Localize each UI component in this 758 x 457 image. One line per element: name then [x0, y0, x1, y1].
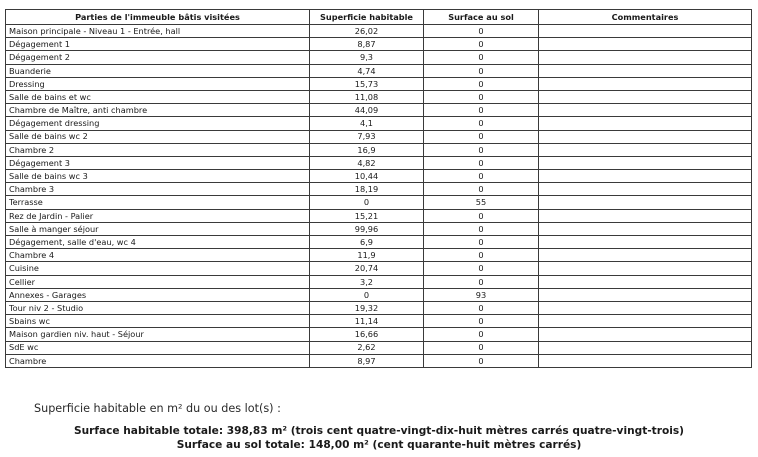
cell-surface-au-sol: 0 [424, 38, 539, 51]
header-parties: Parties de l'immeuble bâtis visitées [6, 10, 310, 25]
cell-commentaire [539, 104, 752, 117]
cell-commentaire [539, 170, 752, 183]
cell-superficie-habitable: 6,9 [310, 236, 424, 249]
summary-intro: Superficie habitable en m² du ou des lot(s) : [34, 402, 281, 415]
cell-surface-au-sol: 0 [424, 262, 539, 275]
table-row [6, 64, 752, 77]
cell-commentaire [539, 288, 752, 301]
cell-surface-au-sol: 0 [424, 301, 539, 314]
table-row [6, 104, 752, 117]
cell-surface-au-sol: 0 [424, 209, 539, 222]
cell-commentaire [539, 315, 752, 328]
table-row [6, 328, 752, 341]
cell-commentaire [539, 236, 752, 249]
cell-room-name: SdE wc [6, 341, 310, 354]
cell-commentaire [539, 328, 752, 341]
table-row [6, 236, 752, 249]
table-row [6, 183, 752, 196]
cell-room-name: Chambre de Maître, anti chambre [6, 104, 310, 117]
cell-room-name: Dégagement 1 [6, 38, 310, 51]
sol-total: Surface au sol totale: 148,00 m² (cent quarante-huit mètres carrés) [176, 439, 582, 451]
cell-room-name: Annexes - Garages [6, 288, 310, 301]
cell-room-name: Chambre 3 [6, 183, 310, 196]
cell-room-name: Salle de bains et wc [6, 90, 310, 103]
cell-superficie-habitable: 10,44 [310, 170, 424, 183]
table-row [6, 301, 752, 314]
cell-superficie-habitable: 9,3 [310, 51, 424, 64]
cell-room-name: Rez de Jardin - Palier [6, 209, 310, 222]
cell-room-name: Dégagement 3 [6, 156, 310, 169]
cell-superficie-habitable: 4,74 [310, 64, 424, 77]
cell-surface-au-sol: 0 [424, 170, 539, 183]
cell-superficie-habitable: 16,9 [310, 143, 424, 156]
cell-surface-au-sol: 0 [424, 64, 539, 77]
cell-commentaire [539, 64, 752, 77]
cell-surface-au-sol: 0 [424, 104, 539, 117]
cell-superficie-habitable: 4,1 [310, 117, 424, 130]
cell-room-name: Salle de bains wc 3 [6, 170, 310, 183]
header-superficie-habitable: Superficie habitable [310, 10, 424, 25]
table-row [6, 130, 752, 143]
cell-room-name: Salle à manger séjour [6, 222, 310, 235]
cell-superficie-habitable: 8,87 [310, 38, 424, 51]
cell-commentaire [539, 222, 752, 235]
table-row [6, 262, 752, 275]
cell-commentaire [539, 209, 752, 222]
cell-room-name: Salle de bains wc 2 [6, 130, 310, 143]
table-row [6, 156, 752, 169]
cell-commentaire [539, 143, 752, 156]
cell-surface-au-sol: 0 [424, 222, 539, 235]
cell-superficie-habitable: 26,02 [310, 25, 424, 38]
header-commentaires: Commentaires [539, 10, 752, 25]
cell-room-name: Buanderie [6, 64, 310, 77]
cell-surface-au-sol: 0 [424, 90, 539, 103]
table-row [6, 77, 752, 90]
cell-commentaire [539, 51, 752, 64]
cell-commentaire [539, 25, 752, 38]
cell-superficie-habitable: 4,82 [310, 156, 424, 169]
table-row [6, 170, 752, 183]
cell-commentaire [539, 130, 752, 143]
cell-room-name: Cuisine [6, 262, 310, 275]
cell-room-name: Terrasse [6, 196, 310, 209]
cell-room-name: Dégagement 2 [6, 51, 310, 64]
cell-room-name: Dégagement, salle d'eau, wc 4 [6, 236, 310, 249]
cell-superficie-habitable: 11,14 [310, 315, 424, 328]
table-row [6, 25, 752, 38]
cell-superficie-habitable: 0 [310, 288, 424, 301]
cell-commentaire [539, 196, 752, 209]
cell-commentaire [539, 156, 752, 169]
cell-room-name: Dégagement dressing [6, 117, 310, 130]
cell-room-name: Dressing [6, 77, 310, 90]
cell-commentaire [539, 262, 752, 275]
cell-surface-au-sol: 0 [424, 275, 539, 288]
surfaces-table [5, 9, 752, 368]
cell-room-name: Chambre 2 [6, 143, 310, 156]
table-row [6, 196, 752, 209]
habitable-total: Surface habitable totale: 398,83 m² (trois cent quatre-vingt-dix-huit mètres carrés quatre-vingt-trois) [73, 425, 685, 437]
table-row [6, 51, 752, 64]
cell-superficie-habitable: 2,62 [310, 341, 424, 354]
table-row [6, 143, 752, 156]
cell-surface-au-sol: 0 [424, 25, 539, 38]
cell-superficie-habitable: 15,73 [310, 77, 424, 90]
cell-commentaire [539, 90, 752, 103]
cell-commentaire [539, 249, 752, 262]
cell-superficie-habitable: 44,09 [310, 104, 424, 117]
table-header-row [6, 10, 752, 25]
cell-surface-au-sol: 93 [424, 288, 539, 301]
cell-surface-au-sol: 0 [424, 117, 539, 130]
table-row [6, 90, 752, 103]
cell-superficie-habitable: 15,21 [310, 209, 424, 222]
cell-room-name: Chambre 4 [6, 249, 310, 262]
cell-superficie-habitable: 19,32 [310, 301, 424, 314]
cell-surface-au-sol: 0 [424, 130, 539, 143]
cell-surface-au-sol: 55 [424, 196, 539, 209]
table-row [6, 249, 752, 262]
cell-room-name: Cellier [6, 275, 310, 288]
cell-room-name: Chambre [6, 354, 310, 367]
table-row [6, 222, 752, 235]
totals-block [0, 424, 758, 452]
cell-commentaire [539, 38, 752, 51]
cell-commentaire [539, 183, 752, 196]
cell-surface-au-sol: 0 [424, 51, 539, 64]
cell-surface-au-sol: 0 [424, 328, 539, 341]
cell-superficie-habitable: 20,74 [310, 262, 424, 275]
cell-superficie-habitable: 3,2 [310, 275, 424, 288]
table-row [6, 117, 752, 130]
table-row [6, 341, 752, 354]
table-row [6, 288, 752, 301]
cell-surface-au-sol: 0 [424, 315, 539, 328]
table-row [6, 38, 752, 51]
table-row [6, 275, 752, 288]
cell-commentaire [539, 354, 752, 367]
cell-superficie-habitable: 16,66 [310, 328, 424, 341]
cell-commentaire [539, 275, 752, 288]
table-row [6, 209, 752, 222]
cell-surface-au-sol: 0 [424, 249, 539, 262]
cell-commentaire [539, 77, 752, 90]
cell-surface-au-sol: 0 [424, 143, 539, 156]
cell-surface-au-sol: 0 [424, 341, 539, 354]
cell-superficie-habitable: 99,96 [310, 222, 424, 235]
cell-superficie-habitable: 11,08 [310, 90, 424, 103]
cell-surface-au-sol: 0 [424, 183, 539, 196]
cell-superficie-habitable: 8,97 [310, 354, 424, 367]
cell-commentaire [539, 301, 752, 314]
header-surface-au-sol: Surface au sol [424, 10, 539, 25]
cell-room-name: Tour niv 2 - Studio [6, 301, 310, 314]
cell-commentaire [539, 117, 752, 130]
cell-superficie-habitable: 7,93 [310, 130, 424, 143]
cell-surface-au-sol: 0 [424, 236, 539, 249]
cell-superficie-habitable: 11,9 [310, 249, 424, 262]
cell-room-name: Maison principale - Niveau 1 - Entrée, hall [6, 25, 310, 38]
cell-surface-au-sol: 0 [424, 354, 539, 367]
table-row [6, 315, 752, 328]
cell-superficie-habitable: 0 [310, 196, 424, 209]
cell-room-name: Maison gardien niv. haut - Séjour [6, 328, 310, 341]
table-row [6, 354, 752, 367]
cell-room-name: Sbains wc [6, 315, 310, 328]
cell-surface-au-sol: 0 [424, 156, 539, 169]
cell-superficie-habitable: 18,19 [310, 183, 424, 196]
cell-surface-au-sol: 0 [424, 77, 539, 90]
cell-commentaire [539, 341, 752, 354]
